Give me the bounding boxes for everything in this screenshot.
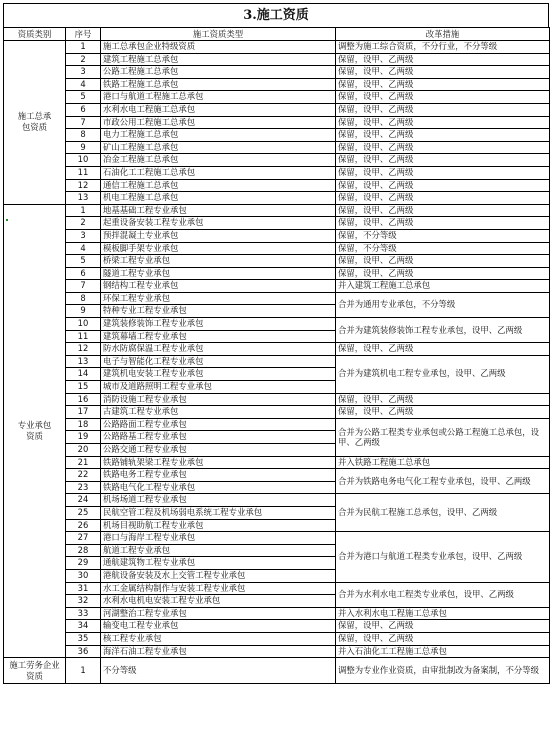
table-row [4,255,550,268]
row-number: 9 [66,305,101,318]
reform-measure: 保留，设甲、乙两级 [336,78,550,91]
table-row [4,406,550,419]
table-row [4,154,550,167]
reform-measure: 并入石油化工工程施工总承包 [336,645,550,658]
reform-measure: 合并为港口与航道工程类专业承包，设甲、乙两级 [336,532,550,582]
reform-measure: 并入建筑工程施工总承包 [336,280,550,293]
qualification-type: 海洋石油工程专业承包 [101,645,336,658]
reform-measure: 保留，设甲、乙两级 [336,632,550,645]
reform-measure: 保留，设甲、乙两级 [336,393,550,406]
qualification-type: 建筑幕墙工程专业承包 [101,330,336,343]
qualification-type: 核工程专业承包 [101,632,336,645]
row-number: 10 [66,154,101,167]
row-number: 33 [66,607,101,620]
row-number: 8 [66,129,101,142]
qualification-type: 施工总承包企业特级资质 [101,41,336,54]
page-title: 3.施工资质 [3,3,549,27]
row-number: 4 [66,78,101,91]
qualification-type: 河湖整治工程专业承包 [101,607,336,620]
header-number: 序号 [66,28,101,41]
row-number: 1 [66,658,101,684]
row-number: 19 [66,431,101,444]
table-row [4,41,550,54]
table-row [4,103,550,116]
qualification-type: 地基基础工程专业承包 [101,204,336,217]
qualification-table [3,27,550,684]
row-number: 28 [66,544,101,557]
qualification-type: 港口与航道工程施工总承包 [101,91,336,104]
qualification-type: 机场场道工程专业承包 [101,494,336,507]
table-row [4,494,550,507]
table-row [4,242,550,255]
table-row [4,192,550,205]
qualification-type: 公路路基工程专业承包 [101,431,336,444]
qualification-type: 城市及道路照明工程专业承包 [101,381,336,394]
qualification-type: 输变电工程专业承包 [101,620,336,633]
reform-measure: 保留，设甲、乙两级 [336,406,550,419]
qualification-type: 特种专业工程专业承包 [101,305,336,318]
table-row [4,393,550,406]
table-row [4,179,550,192]
qualification-type: 预拌混凝土专业承包 [101,229,336,242]
row-number: 26 [66,519,101,532]
table-row [4,532,550,545]
reform-measure: 保留，设甲、乙两级 [336,154,550,167]
reform-measure: 保留，设甲、乙两级 [336,91,550,104]
header-type: 施工资质类型 [101,28,336,41]
qualification-type: 模板脚手架专业承包 [101,242,336,255]
row-number: 5 [66,255,101,268]
row-number: 22 [66,469,101,482]
table-row [4,456,550,469]
table-row [4,166,550,179]
table-row [4,204,550,217]
table-row [4,129,550,142]
qualification-type: 电子与智能化工程专业承包 [101,355,336,368]
table-row [4,267,550,280]
header-category: 资质类别 [4,28,66,41]
reform-measure: 保留，设甲、乙两级 [336,343,550,356]
table-row [4,141,550,154]
reform-measure: 调整为专业作业资质，由审批制改为备案制，不分等级 [336,658,550,684]
reform-measure: 合并为公路工程类专业承包或公路工程施工总承包，设甲、乙两级 [336,418,550,456]
row-number: 30 [66,569,101,582]
row-number: 23 [66,481,101,494]
reform-measure: 保留，设甲、乙两级 [336,129,550,142]
qualification-type: 消防设施工程专业承包 [101,393,336,406]
reform-measure: 保留，不分等级 [336,242,550,255]
row-number: 16 [66,393,101,406]
table-row [4,355,550,368]
reform-measure: 保留，设甲、乙两级 [336,192,550,205]
qualification-type: 公路交通工程专业承包 [101,444,336,457]
qualification-type: 通信工程施工总承包 [101,179,336,192]
row-number: 2 [66,217,101,230]
row-number: 25 [66,506,101,519]
row-number: 35 [66,632,101,645]
reform-measure: 合并为建筑装修装饰工程专业承包，设甲、乙两级 [336,318,550,343]
table-row [4,116,550,129]
row-number: 18 [66,418,101,431]
row-number: 7 [66,280,101,293]
qualification-type: 铁路电务工程专业承包 [101,469,336,482]
reform-measure: 保留，设甲、乙两级 [336,141,550,154]
table-row [4,645,550,658]
reform-measure: 合并为铁路电务电气化工程专业承包，设甲、乙两级 [336,469,550,494]
table-row [4,582,550,595]
qualification-type: 公路路面工程专业承包 [101,418,336,431]
qualification-type: 机电工程施工总承包 [101,192,336,205]
qualification-type: 市政公用工程施工总承包 [101,116,336,129]
header-measure: 改革措施 [336,28,550,41]
row-number: 8 [66,292,101,305]
reform-measure: 保留，设甲、乙两级 [336,103,550,116]
reform-measure: 合并为民航工程施工总承包，设甲、乙两级 [336,494,550,532]
reform-measure: 保留，设甲、乙两级 [336,179,550,192]
qualification-type: 公路工程施工总承包 [101,66,336,79]
qualification-type: 铁路电气化工程专业承包 [101,481,336,494]
row-number: 29 [66,557,101,570]
row-number: 14 [66,368,101,381]
row-number: 13 [66,355,101,368]
row-number: 13 [66,192,101,205]
row-number: 10 [66,318,101,331]
row-number: 4 [66,242,101,255]
row-number: 11 [66,166,101,179]
qualification-type: 钢结构工程专业承包 [101,280,336,293]
table-header-row [4,28,550,41]
row-number: 21 [66,456,101,469]
qualification-type: 机场目视助航工程专业承包 [101,519,336,532]
qualification-type: 建筑机电安装工程专业承包 [101,368,336,381]
row-number: 36 [66,645,101,658]
reform-measure: 保留，设甲、乙两级 [336,267,550,280]
row-number: 12 [66,179,101,192]
qualification-type: 矿山工程施工总承包 [101,141,336,154]
table-row [4,620,550,633]
qualification-type: 起重设备安装工程专业承包 [101,217,336,230]
document-page [3,3,549,684]
reform-measure: 保留，设甲、乙两级 [336,116,550,129]
table-row [4,280,550,293]
reform-measure: 调整为施工综合资质，不分行业，不分等级 [336,41,550,54]
reform-measure: 保留，设甲、乙两级 [336,620,550,633]
row-number: 34 [66,620,101,633]
table-row [4,607,550,620]
category-cell: 施工总承包资质 [4,41,66,205]
table-row [4,78,550,91]
qualification-type: 水利水电机电安装工程专业承包 [101,595,336,608]
row-number: 9 [66,141,101,154]
row-number: 12 [66,343,101,356]
table-body [4,41,550,684]
qualification-type: 铁路铺轨架梁工程专业承包 [101,456,336,469]
table-row [4,469,550,482]
table-row [4,318,550,331]
qualification-type: 建筑装修装饰工程专业承包 [101,318,336,331]
table-row [4,418,550,431]
reform-measure: 保留，设甲、乙两级 [336,166,550,179]
qualification-type: 民航空管工程及机场弱电系统工程专业承包 [101,506,336,519]
reform-measure: 合并为建筑机电工程专业承包，设甲、乙两级 [336,355,550,393]
reform-measure: 合并为水利水电工程类专业承包，设甲、乙两级 [336,582,550,607]
row-number: 2 [66,53,101,66]
reform-measure: 保留，设甲、乙两级 [336,66,550,79]
reform-measure: 保留，设甲、乙两级 [336,217,550,230]
row-number: 3 [66,66,101,79]
row-number: 27 [66,532,101,545]
row-number: 7 [66,116,101,129]
row-number: 24 [66,494,101,507]
row-number: 1 [66,204,101,217]
table-row [4,217,550,230]
row-number: 31 [66,582,101,595]
qualification-type: 水利水电工程施工总承包 [101,103,336,116]
row-number: 32 [66,595,101,608]
row-number: 6 [66,267,101,280]
row-number: 20 [66,444,101,457]
qualification-type: 建筑工程施工总承包 [101,53,336,66]
table-row [4,292,550,305]
reform-measure: 并入铁路工程施工总承包 [336,456,550,469]
qualification-type: 环保工程专业承包 [101,292,336,305]
table-row [4,66,550,79]
qualification-type: 港航设备安装及水上交管工程专业承包 [101,569,336,582]
reform-measure: 保留，设甲、乙两级 [336,53,550,66]
table-row [4,632,550,645]
table-row [4,658,550,684]
table-row [4,229,550,242]
table-row [4,343,550,356]
qualification-type: 石油化工工程施工总承包 [101,166,336,179]
row-number: 5 [66,91,101,104]
qualification-type: 古建筑工程专业承包 [101,406,336,419]
reform-measure: 并入水利水电工程施工总承包 [336,607,550,620]
reform-measure: 保留，不分等级 [336,229,550,242]
row-number: 3 [66,229,101,242]
qualification-type: 冶金工程施工总承包 [101,154,336,167]
qualification-type: 桥梁工程专业承包 [101,255,336,268]
qualification-type: 通航建筑物工程专业承包 [101,557,336,570]
qualification-type: 防水防腐保温工程专业承包 [101,343,336,356]
green-marker [6,219,8,221]
row-number: 17 [66,406,101,419]
row-number: 11 [66,330,101,343]
qualification-type: 铁路工程施工总承包 [101,78,336,91]
reform-measure: 保留，设甲、乙两级 [336,204,550,217]
category-cell: 专业承包资质 [4,204,66,657]
qualification-type: 隧道工程专业承包 [101,267,336,280]
qualification-type: 水工金属结构制作与安装工程专业承包 [101,582,336,595]
reform-measure: 保留，设甲、乙两级 [336,255,550,268]
table-row [4,91,550,104]
category-cell: 施工劳务企业资质 [4,658,66,684]
qualification-type: 电力工程施工总承包 [101,129,336,142]
row-number: 6 [66,103,101,116]
reform-measure: 合并为通用专业承包，不分等级 [336,292,550,317]
qualification-type: 不分等级 [101,658,336,684]
table-row [4,53,550,66]
row-number: 1 [66,41,101,54]
qualification-type: 航道工程专业承包 [101,544,336,557]
qualification-type: 港口与海岸工程专业承包 [101,532,336,545]
row-number: 15 [66,381,101,394]
